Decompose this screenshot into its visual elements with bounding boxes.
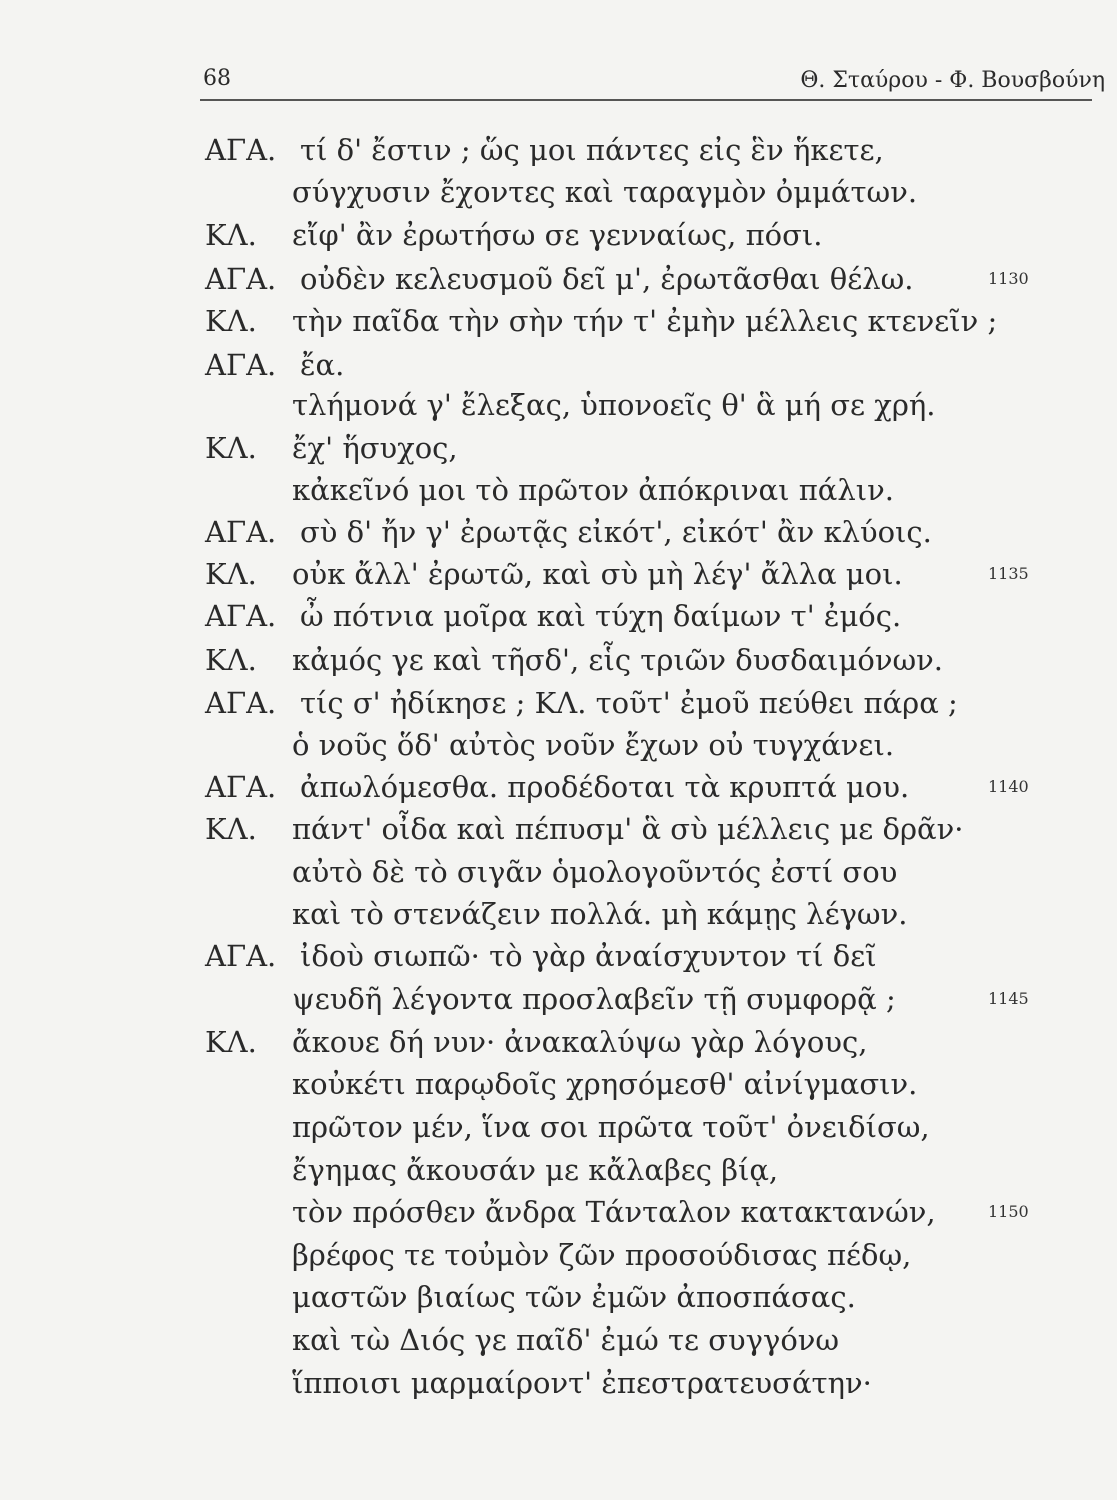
verse-text-line: τί δ' ἔστιν ; ὥς μοι πάντες εἰς ἓν ἥκετε, (300, 133, 884, 167)
speaker-label: ΑΓΑ. (205, 599, 277, 633)
speaker-label: ΚΛ. (205, 643, 257, 677)
verse-text-line: τλήμονά γ' ἔλεξας, ὑπονοεῖς θ' ἃ μή σε χρή. (292, 388, 936, 422)
verse-text-line: κἀμός γε καὶ τῆσδ', εἷς τριῶν δυσδαιμόνων. (292, 643, 943, 677)
verse-text-line: μαστῶν βιαίως τῶν ἐμῶν ἀποσπάσας. (292, 1280, 856, 1314)
verse-text-line: ἀπωλόμεσθα. προδέδοται τὰ κρυπτά μου. (300, 770, 910, 804)
verse-line (0, 468, 1117, 512)
verse-text-line: πρῶτον μέν, ἵνα σοι πρῶτα τοῦτ' ὀνειδίσω, (292, 1110, 930, 1144)
speaker-label: ΑΓΑ. (205, 348, 277, 382)
verse-text-line: οὐδὲν κελευσμοῦ δεῖ μ', ἐρωτᾶσθαι θέλω. (300, 262, 914, 296)
speaker-label: ΚΛ. (205, 431, 257, 465)
verse-text-line: κοὐκέτι παρῳδοῖς χρησόμεσθ' αἰνίγμασιν. (292, 1067, 918, 1101)
verse-text-line: ἔχ' ἥσυχος, (292, 431, 458, 465)
speaker-label: ΚΛ. (205, 1025, 257, 1059)
line-number: 1150 (988, 1202, 1029, 1221)
verse-line (0, 765, 1117, 809)
verse-text-line: τὴν παῖδα τὴν σὴν τήν τ' ἐμὴν μέλλεις κτενεῖν ; (292, 304, 998, 338)
verse-text-line: τὸν πρόσθεν ἄνδρα Τάνταλον κατακτανών, (292, 1195, 936, 1229)
verse-line (0, 1190, 1117, 1234)
speaker-label: ΑΓΑ. (205, 515, 277, 549)
verse-line (0, 934, 1117, 978)
speaker-label: ΑΓΑ. (205, 770, 277, 804)
verse-line (0, 1105, 1117, 1149)
verse-line (0, 681, 1117, 725)
verse-text-line: βρέφος τε τοὐμὸν ζῶν προσούδισας πέδῳ, (292, 1238, 912, 1272)
speaker-label: ΑΓΑ. (205, 939, 277, 973)
verse-text-line: ἄκουε δή νυν· ἀνακαλύψω γὰρ λόγους, (292, 1025, 868, 1059)
speaker-label: ΚΛ. (205, 812, 257, 846)
verse-line (0, 1148, 1117, 1192)
verse-line (0, 850, 1117, 894)
verse-text-line: καὶ τὸ στενάζειν πολλά. μὴ κάμῃς λέγων. (292, 897, 908, 931)
verse-text-line: σύγχυσιν ἔχοντες καὶ ταραγμὸν ὀμμάτων. (292, 175, 918, 209)
speaker-label: ΚΛ. (205, 218, 257, 252)
line-number: 1145 (988, 989, 1029, 1008)
speaker-label: ΑΓΑ. (205, 262, 277, 296)
verse-line (0, 594, 1117, 638)
verse-line (0, 128, 1117, 172)
page-number: 68 (203, 66, 231, 91)
verse-line (0, 1318, 1117, 1362)
verse-text-line: ὦ πότνια μοῖρα καὶ τύχη δαίμων τ' ἐμός. (300, 599, 902, 633)
verse-line (0, 213, 1117, 257)
verse-line (0, 1275, 1117, 1319)
line-number: 1140 (988, 777, 1029, 796)
verse-line (0, 1361, 1117, 1405)
verse-line (0, 170, 1117, 214)
verse-line (0, 977, 1117, 1021)
verse-line (0, 426, 1117, 470)
verse-line (0, 807, 1117, 851)
verse-text-line: εἴφ' ἂν ἐρωτήσω σε γενναίως, πόσι. (292, 218, 823, 252)
verse-line (0, 510, 1117, 554)
verse-text-line: τίς σ' ἠδίκησε ; ΚΛ. τοῦτ' ἐμοῦ πεύθει πάρα ; (300, 686, 958, 720)
speaker-label: ΑΓΑ. (205, 686, 277, 720)
line-number: 1130 (988, 269, 1029, 288)
verse-line (0, 1020, 1117, 1064)
speaker-label: ΑΓΑ. (205, 133, 277, 167)
verse-line (0, 1233, 1117, 1277)
speaker-label: ΚΛ. (205, 557, 257, 591)
verse-text-line: ὁ νοῦς ὅδ' αὐτὸς νοῦν ἔχων οὐ τυγχάνει. (292, 728, 895, 762)
verse-text-line: ἵπποισι μαρμαίροντ' ἐπεστρατευσάτην· (292, 1366, 872, 1400)
verse-line (0, 1062, 1117, 1106)
verse-text-line: σὺ δ' ἤν γ' ἐρωτᾷς εἰκότ', εἰκότ' ἂν κλύοις. (300, 515, 932, 549)
verse-line (0, 723, 1117, 767)
verse-text-line: ψευδῆ λέγοντα προσλαβεῖν τῇ συμφορᾷ ; (292, 982, 896, 1016)
verse-line (0, 552, 1117, 596)
running-head: Θ. Σταύρου - Φ. Βουσβούνη (800, 68, 1105, 93)
verse-text-line: πάντ' οἶδα καὶ πέπυσμ' ἃ σὺ μέλλεις με δρᾶν· (292, 812, 964, 846)
verse-line (0, 383, 1117, 427)
line-number: 1135 (988, 564, 1029, 583)
verse-text-line: καὶ τὼ Διός γε παῖδ' ἐμώ τε συγγόνω (292, 1323, 840, 1357)
verse-text-line: ἔγημας ἄκουσάν με κἄλαβες βίᾳ, (292, 1153, 779, 1187)
speaker-label: ΚΛ. (205, 304, 257, 338)
verse-text-line: κἀκεῖνό μοι τὸ πρῶτον ἀπόκριναι πάλιν. (292, 473, 894, 507)
verse-text-line: αὐτὸ δὲ τὸ σιγᾶν ὁμολογοῦντός ἐστί σου (292, 855, 898, 889)
verse-line (0, 299, 1117, 343)
verse-text-line: οὐκ ἄλλ' ἐρωτῶ, καὶ σὺ μὴ λέγ' ἄλλα μοι. (292, 557, 903, 591)
verse-line (0, 638, 1117, 682)
verse-line (0, 892, 1117, 936)
verse-line (0, 257, 1117, 301)
verse-line (0, 343, 1117, 387)
verse-text-line: ἔα. (300, 348, 345, 382)
verse-text-line: ἰδοὺ σιωπῶ· τὸ γὰρ ἀναίσχυντον τί δεῖ (300, 939, 877, 973)
